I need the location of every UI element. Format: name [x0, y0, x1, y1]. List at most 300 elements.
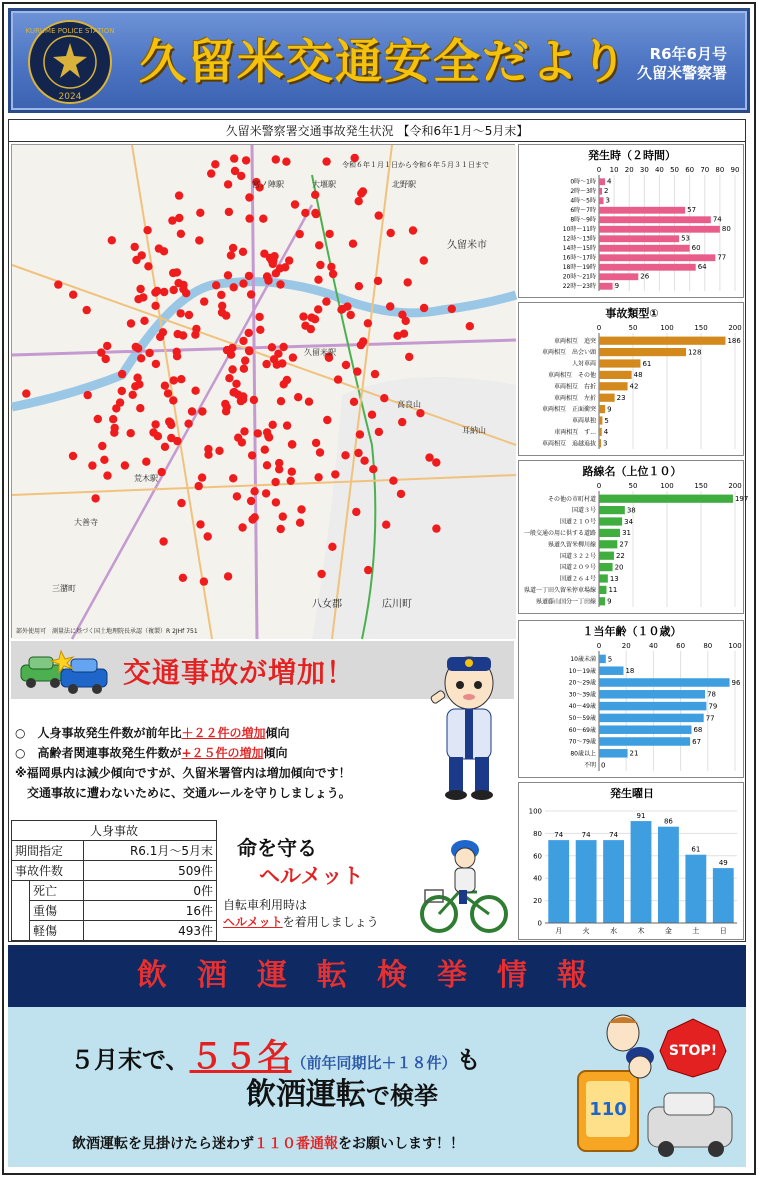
tick-label: 60 [533, 852, 542, 861]
accident-dot [103, 342, 111, 350]
category-label: その他の市町村道 [547, 495, 596, 503]
category-label: 一般交通の用に供する道路 [523, 529, 596, 537]
data-label: 74 [712, 215, 722, 224]
accident-dot [109, 415, 117, 423]
accident-dot [118, 387, 126, 395]
accident-dot [237, 397, 245, 405]
accident-dot [159, 537, 167, 545]
drunk-driving-heading: 飲酒運転検挙情報 [8, 945, 746, 1007]
svg-text:大堰駅: 大堰駅 [312, 180, 336, 189]
category-label: 50～59歳 [568, 715, 596, 723]
accident-dot [111, 424, 119, 432]
bar [599, 348, 686, 356]
accident-dot [129, 391, 137, 399]
accident-map [11, 144, 515, 638]
accident-dot [334, 375, 342, 383]
data-label: 20 [614, 563, 624, 572]
accident-dot [264, 432, 272, 440]
bar [599, 439, 601, 447]
tick-label: 0 [596, 642, 602, 650]
accident-dot [312, 439, 320, 447]
accident-dot [342, 361, 350, 369]
bar [599, 245, 690, 252]
accident-dot [245, 272, 253, 280]
data-label: 77 [717, 253, 727, 262]
accident-dot [161, 382, 169, 390]
category-label: 車両相互 追突 [553, 337, 596, 345]
accident-dot [389, 477, 397, 485]
accident-dot [279, 512, 287, 520]
accident-dot [353, 367, 361, 375]
accident-dot [294, 393, 302, 401]
data-label: 21 [629, 749, 639, 758]
svg-text:久留米駅: 久留米駅 [304, 348, 336, 357]
accident-dot [238, 523, 246, 531]
data-label: 96 [731, 678, 741, 687]
bar [599, 586, 606, 594]
chart-time-of-day [518, 144, 744, 298]
accident-dot [238, 438, 246, 446]
svg-text:高良山: 高良山 [397, 400, 421, 409]
accident-dot [108, 236, 116, 244]
accident-dot [230, 283, 238, 291]
data-label: 49 [718, 859, 728, 868]
accident-dot [289, 353, 297, 361]
accident-dot [278, 359, 286, 367]
accident-dot [416, 409, 424, 417]
accident-dot [160, 288, 168, 296]
data-label: 23 [616, 393, 626, 402]
svg-text:宮ノ陣駅: 宮ノ陣駅 [252, 180, 284, 189]
tick-label: 30 [639, 166, 649, 174]
accident-dot [144, 262, 152, 270]
accident-dot [195, 482, 203, 490]
helmet-notice [219, 820, 514, 940]
accident-dot [283, 421, 291, 429]
accident-dot [161, 443, 169, 451]
accident-dot [83, 306, 91, 314]
accident-dot [118, 370, 126, 378]
accident-dot [225, 374, 233, 382]
data-label: 5 [604, 416, 609, 425]
accident-dot [227, 251, 235, 259]
accident-dot [323, 416, 331, 424]
accident-dot [241, 356, 249, 364]
data-label: 77 [705, 714, 715, 723]
accident-dot [288, 468, 296, 476]
accident-dot [242, 156, 250, 164]
accident-dot [380, 394, 388, 402]
accident-dot [198, 407, 206, 415]
category-label: 国道２０９号 [559, 564, 596, 572]
bar [599, 235, 679, 242]
accident-dot [329, 270, 337, 278]
bar [599, 517, 622, 525]
data-label: 61 [642, 359, 652, 368]
accident-dot [240, 365, 248, 373]
category-label: 県道一丁田久留米停車場線 [523, 586, 596, 594]
accident-dot [404, 278, 412, 286]
svg-text:KURUME POLICE STATION: KURUME POLICE STATION [25, 27, 115, 35]
svg-text:久留米市: 久留米市 [447, 240, 487, 251]
data-label: 42 [629, 382, 639, 391]
data-label: 53 [681, 234, 691, 243]
svg-text:2024: 2024 [58, 92, 82, 102]
accident-dot [420, 304, 428, 312]
bar [599, 216, 711, 223]
tick-label: 40 [648, 642, 658, 650]
bar [599, 749, 628, 757]
data-label: 38 [626, 506, 636, 515]
increase-title: 交通事故が増加！ [123, 656, 356, 689]
bar [599, 737, 690, 745]
accident-dot [218, 302, 226, 310]
category-label: 0時～1時 [570, 178, 596, 186]
bar [599, 597, 605, 605]
tick-label: 10 [609, 166, 619, 174]
category-label: 車両相互 す... [554, 428, 596, 436]
data-label: 4 [603, 428, 609, 437]
svg-text:耳納山: 耳納山 [462, 426, 486, 435]
tick-label: 0 [537, 919, 542, 928]
accident-dot [88, 461, 96, 469]
accident-dot [347, 311, 355, 319]
accident-dot [127, 319, 135, 327]
accident-dot [264, 276, 272, 284]
accident-dot [69, 291, 77, 299]
tick-label: 20 [624, 166, 634, 174]
accident-dot [132, 343, 140, 351]
accident-dot [307, 325, 315, 333]
category-label: 20時～21時 [562, 273, 596, 281]
bar [599, 207, 685, 214]
accident-dot [195, 236, 203, 244]
tick-label: 150 [694, 482, 708, 490]
table-row: 軽傷 493件 [12, 921, 217, 941]
accident-dot [271, 478, 279, 486]
accident-dot [151, 288, 159, 296]
accident-dot [314, 305, 322, 313]
increase-line-2: ○ 高齢者関連事故発生件数が+２５件の増加傾向 [15, 746, 288, 760]
data-label: 3 [603, 439, 608, 448]
accident-dot [170, 376, 178, 384]
accident-dot [143, 226, 151, 234]
accident-dot [137, 354, 145, 362]
stats-title: 久留米警察署交通事故発生状況 【令和6年1月～5月末】 [9, 120, 745, 142]
accident-dot [224, 572, 232, 580]
bar [599, 359, 640, 367]
accident-dot [173, 348, 181, 356]
tick-label: 20 [621, 642, 631, 650]
accident-dot [356, 430, 364, 438]
tick-label: 60 [676, 642, 686, 650]
category-label: 4時～5時 [570, 197, 596, 205]
accident-dot [69, 452, 77, 460]
accident-dot [158, 468, 166, 476]
accident-dot [331, 470, 339, 478]
accident-dot [250, 396, 258, 404]
increase-line-3: ※福岡県内は減少傾向ですが、久留米署管内は増加傾向です！ [15, 766, 351, 780]
tick-label: 90 [730, 166, 740, 174]
category-label: 8時～9時 [570, 216, 596, 224]
accident-dot [327, 263, 335, 271]
accident-dot [224, 271, 232, 279]
category-label: 2時～3時 [570, 187, 596, 195]
accident-dot [248, 451, 256, 459]
data-label: 61 [691, 845, 701, 854]
police-logo [27, 19, 113, 105]
tick-label: 100 [728, 642, 742, 650]
accident-dot [325, 230, 333, 238]
accident-dot [448, 305, 456, 313]
accident-dot [127, 429, 135, 437]
drunk-report-line: 飲酒運転を見掛けたら迷わず１１０番通報をお願いします！！ [72, 1136, 464, 1152]
accident-dot [315, 241, 323, 249]
data-label: 48 [633, 371, 643, 380]
category-label: 20～29歳 [568, 679, 596, 687]
accident-dot [151, 420, 159, 428]
accident-dot [316, 261, 324, 269]
data-label: 74 [609, 831, 619, 840]
accident-dot [132, 256, 140, 264]
tick-label: 80 [715, 166, 725, 174]
accident-dot [432, 524, 440, 532]
accident-dot [369, 465, 377, 473]
category-label: 10～19歳 [568, 667, 596, 675]
category-label: 10歳未満 [570, 656, 596, 664]
bar [599, 254, 715, 261]
category-label: 22時～23時 [562, 282, 596, 290]
accident-dot [262, 360, 270, 368]
data-label: 0 [601, 761, 606, 770]
tick-label: 20 [533, 897, 542, 906]
category-label: 車両相互 右折 [553, 383, 596, 391]
accident-dot [185, 311, 193, 319]
accident-dot [387, 229, 395, 237]
accident-dot [191, 331, 199, 339]
accident-dot [254, 429, 262, 437]
category-label: 県道藤山国分一丁田線 [535, 598, 596, 606]
accident-dot [133, 374, 141, 382]
category-label: 40～49歳 [568, 703, 596, 711]
accident-dot [261, 446, 269, 454]
accident-dot [154, 432, 162, 440]
accident-dot [196, 520, 204, 528]
accident-dot [328, 543, 336, 551]
accident-dot [245, 347, 253, 355]
bar [713, 868, 734, 923]
bar [599, 428, 602, 436]
tick-label: 60 [685, 166, 695, 174]
category-label: 60～69歳 [568, 726, 596, 734]
accident-dot [375, 211, 383, 219]
data-label: 74 [554, 831, 564, 840]
bar [599, 678, 730, 686]
accident-dot [229, 474, 237, 482]
tick-label: 200 [728, 324, 742, 332]
bar [599, 273, 638, 280]
category-label: 日 [719, 927, 727, 935]
tick-label: 70 [700, 166, 710, 174]
bar [599, 178, 605, 185]
accident-dot [311, 209, 319, 217]
accident-dot [405, 353, 413, 361]
chart-title: 路線名（上位１０） [582, 465, 682, 478]
accident-dot [322, 297, 330, 305]
accident-dot [222, 407, 230, 415]
accident-dot [170, 286, 178, 294]
bar [599, 495, 733, 503]
accident-dot [54, 280, 62, 288]
injury-table [11, 820, 217, 941]
accident-dot [285, 256, 293, 264]
svg-text:大善寺: 大善寺 [74, 518, 98, 527]
accident-dot [256, 326, 264, 334]
accident-dot [296, 519, 304, 527]
bicycle-helmet-icon [419, 836, 509, 936]
svg-text:八女郡: 八女郡 [312, 599, 342, 610]
accident-dot [204, 532, 212, 540]
accident-dot [94, 415, 102, 423]
accident-dot [275, 465, 283, 473]
accident-dot [177, 499, 185, 507]
accident-dot [177, 375, 185, 383]
svg-text:令和６年１月１日から令和６年５月３１日まで: 令和６年１月１日から令和６年５月３１日まで [342, 161, 489, 169]
category-label: 不明 [583, 762, 596, 770]
accident-dot [245, 193, 253, 201]
accident-dot [239, 337, 247, 345]
accident-dot [168, 216, 176, 224]
accident-dot [102, 355, 110, 363]
data-label: 79 [708, 702, 718, 711]
accident-dot [215, 447, 223, 455]
increase-line-4: 交通事故に遭わないために、交通ルールを守りしましょう。 [27, 786, 351, 800]
accident-dot [91, 494, 99, 502]
tick-label: 40 [654, 166, 664, 174]
accident-dot [200, 577, 208, 585]
accident-dot [177, 230, 185, 238]
tick-label: 80 [533, 829, 542, 838]
bar [599, 714, 704, 722]
table-row: 重傷 16件 [12, 901, 217, 921]
accident-dot [84, 391, 92, 399]
category-label: 国道２１０号 [559, 518, 596, 526]
accident-dot [368, 411, 376, 419]
car-crash-icon [17, 647, 117, 697]
accident-dot [131, 382, 139, 390]
accident-dot [364, 319, 372, 327]
bar [658, 827, 679, 923]
category-label: 車両相互 その他 [547, 371, 596, 379]
accident-dot [250, 487, 258, 495]
table-row: 期間指定 R6.1月～5月末 [12, 841, 217, 861]
accident-dot [222, 311, 230, 319]
category-label: 6時～7時 [570, 206, 596, 214]
increase-details [15, 723, 351, 803]
accident-dot [364, 566, 372, 574]
accident-dot [245, 214, 253, 222]
data-label: 86 [663, 817, 673, 826]
bar [599, 529, 620, 537]
accident-dot [279, 343, 287, 351]
svg-text:荒木駅: 荒木駅 [134, 474, 158, 483]
svg-text:110: 110 [589, 1099, 627, 1120]
accident-dot [269, 421, 277, 429]
tick-label: 80 [703, 642, 713, 650]
accident-dot [177, 309, 185, 317]
chart-title: 事故類型① [605, 307, 659, 320]
header-banner [8, 8, 750, 113]
accident-dot [263, 461, 271, 469]
data-label: 78 [707, 690, 717, 699]
category-label: 県道久留米柳川線 [547, 541, 596, 549]
tick-label: 200 [728, 482, 742, 490]
accident-dot [382, 521, 390, 529]
category-label: 30～39歳 [568, 691, 596, 699]
accident-dot [299, 312, 307, 320]
publisher: 久留米警察署 [636, 64, 727, 82]
accident-dot [262, 489, 270, 497]
accident-dot [359, 187, 367, 195]
bar [599, 197, 604, 204]
bar [599, 394, 615, 402]
bar [599, 188, 602, 195]
data-label: 4 [607, 177, 612, 186]
data-label: 68 [693, 726, 703, 735]
category-label: 16時～17時 [562, 254, 596, 262]
accident-dot [375, 428, 383, 436]
accident-dot [269, 256, 277, 264]
category-label: 車両相互 出会い頭 [541, 349, 596, 357]
accident-dot [142, 458, 150, 466]
bar [599, 666, 623, 674]
tick-label: 40 [533, 874, 542, 883]
accident-dot [432, 458, 440, 466]
accident-dot [140, 317, 148, 325]
data-label: 128 [688, 348, 702, 357]
accident-stats-section [8, 119, 749, 942]
accident-dot [211, 160, 219, 168]
tick-label: 0 [596, 482, 602, 490]
accident-dot [100, 456, 108, 464]
tick-label: 100 [528, 807, 542, 816]
bar [599, 371, 632, 379]
data-label: 60 [691, 244, 701, 253]
accident-dot [224, 180, 232, 188]
accident-dot [355, 197, 363, 205]
accident-dot [204, 445, 212, 453]
category-label: 車両相互 正面衝突 [541, 406, 596, 414]
accident-dot [270, 355, 278, 363]
bar [576, 840, 597, 923]
bar [599, 725, 691, 733]
accident-dot [322, 157, 330, 165]
helmet-heading-1: 命を守る [237, 836, 317, 860]
data-label: 2 [604, 187, 609, 196]
svg-text:部外使用可 測量法に基づく国土地理院長承認（複製）R 2JH: 部外使用可 測量法に基づく国土地理院長承認（複製）R 2JHf 751 [16, 628, 198, 635]
accident-dot [308, 313, 316, 321]
bar [599, 226, 720, 233]
chart-age [518, 620, 744, 778]
bar [599, 540, 617, 548]
accident-dot [164, 389, 172, 397]
accident-dot [296, 230, 304, 238]
accident-dot [268, 343, 276, 351]
category-label: 水 [610, 927, 618, 935]
bar [548, 840, 569, 923]
data-label: 9 [607, 597, 612, 606]
accident-dot [136, 404, 144, 412]
